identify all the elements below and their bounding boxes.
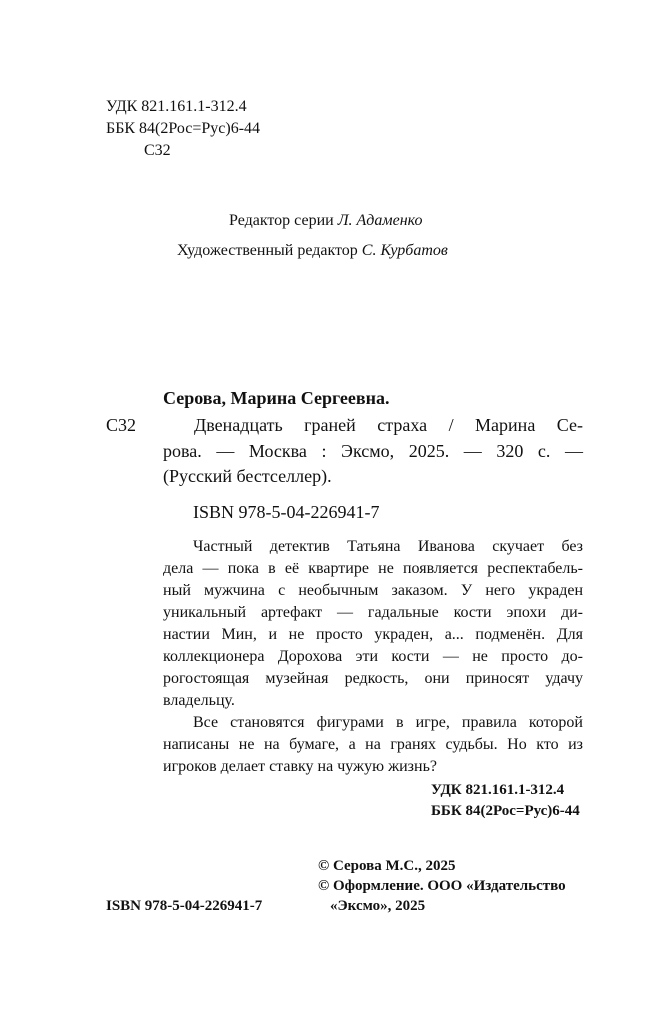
series-editor-name: Л. Адаменко	[337, 212, 423, 229]
series-editor	[229, 210, 423, 232]
art-editor-label: Художественный редактор	[177, 242, 358, 259]
annotation-udk: УДК 821.161.1-312.4	[431, 782, 565, 798]
annotation-line: Все становятся фигурами в игре, правила которой	[193, 714, 583, 731]
entry-author: Серова, Марина Сергеевна.	[163, 388, 390, 408]
entry-line: Двенадцать граней страха / Марина Се-	[194, 415, 583, 435]
annotation-line: рогостоящая музейная редкость, они приносят удачу	[163, 670, 583, 687]
isbn-footer: ISBN 978-5-04-226941-7	[106, 898, 263, 914]
annotation-line: написаны не на бумаге, а на гранях судьбы. Но кто из	[163, 736, 583, 753]
annotation-line: уникальный артефакт — гадальные кости эпохи ди-	[163, 604, 583, 621]
entry-isbn: ISBN 978-5-04-226941-7	[193, 502, 380, 522]
art-editor-name: С. Курбатов	[361, 242, 448, 259]
annotation-line: дела — пока в её квартире не появляется респектабель-	[163, 560, 583, 577]
copyright-design: © Оформление. ООО «Издательство	[318, 878, 566, 894]
annotation-line: владельцу.	[163, 692, 235, 709]
annotation-line: Частный детектив Татьяна Иванова скучает без	[193, 538, 583, 555]
annotation-line: ный мужчина с необычным заказом. У него украден	[163, 582, 583, 599]
entry-code: С32	[106, 415, 137, 435]
series-editor-label: Редактор серии	[229, 212, 334, 229]
entry-line: (Русский бестселлер).	[163, 466, 332, 486]
art-editor	[177, 240, 448, 262]
annotation-line: коллекционера Дорохова эти кости — не просто до-	[163, 648, 583, 665]
annotation-bbk: ББК 84(2Рос=Рус)6-44	[431, 803, 580, 819]
bbk-code: ББК 84(2Рос=Рус)6-44	[106, 120, 261, 137]
copyright-design-cont: «Эксмо», 2025	[330, 898, 426, 914]
annotation-line: игроков делает ставку на чужую жизнь?	[163, 758, 437, 775]
udk-code: УДК 821.161.1-312.4	[106, 98, 247, 115]
copyright-author: © Серова М.С., 2025	[318, 858, 456, 874]
author-mark: С32	[144, 142, 171, 159]
annotation-line: настии Мин, и не просто украден, а... подменён. Для	[163, 626, 583, 643]
entry-line: рова. — Москва : Эксмо, 2025. — 320 с. —	[163, 441, 583, 461]
